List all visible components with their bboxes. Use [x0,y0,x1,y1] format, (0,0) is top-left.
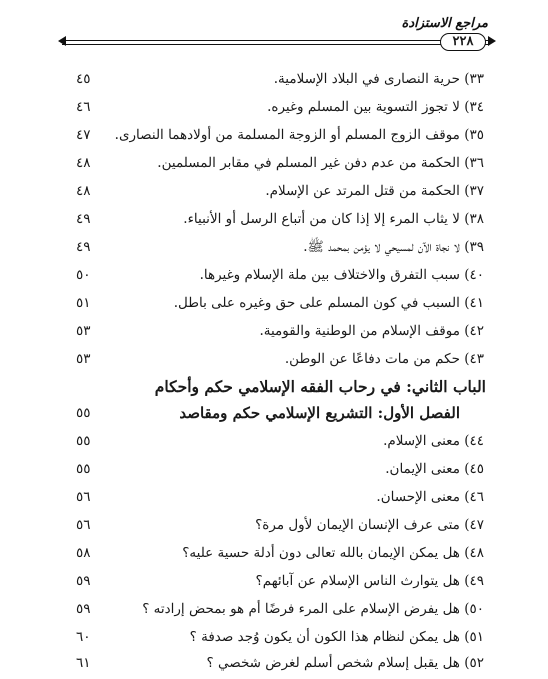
section-heading [60,375,490,401]
chapter-heading [60,401,490,427]
entry-title: ٥٠) هل يفرض الإسلام على المرء فرضًا أم هو بمحض إرادته ؟ [142,601,484,617]
toc-entry [72,651,484,677]
toc-entry [72,319,484,345]
toc-entry [72,123,484,149]
entry-page: ٥٩ [76,573,91,589]
entry-title: ٤٤) معنى الإسلام. [383,433,484,449]
entry-page: ٦١ [76,655,91,671]
entry-page: ٤٦ [76,99,91,115]
entry-page: ٤٨ [76,183,91,199]
entry-title: ٣٨) لا يثاب المرء إلا إذا كان من أتباع الرسل أو الأنبياء. [183,211,484,227]
entry-title: ٤٥) معنى الإيمان. [385,461,484,477]
entry-page: ٥٦ [76,517,91,533]
toc-entry [72,235,484,261]
entry-title: ٤٢) موقف الإسلام من الوطنية والقومية. [259,323,484,339]
entry-page: ٤٨ [76,155,91,171]
entry-page: ٥٠ [76,267,91,283]
entry-page: ٤٧ [76,127,91,143]
entry-page: ٥٥ [76,461,91,477]
entry-page: ٥٦ [76,489,91,505]
page-number: ٢٢٨ [440,33,486,51]
entry-title: ٥٢) هل يقبل إسلام شخص أسلم لغرض شخصي ؟ [206,655,484,671]
toc-entry [72,457,484,483]
entry-title: ٣٣) حرية النصارى في البلاد الإسلامية. [273,71,484,87]
toc-entry [72,625,484,651]
entry-page: ٤٥ [76,71,91,87]
chapter-heading-title: الفصل الأول: التشريع الإسلامي حكم ومقاصد [179,404,460,422]
toc-entry [72,597,484,623]
entry-title: ٤٦) معنى الإحسان. [376,489,484,505]
entry-page: ٥٥ [76,433,91,449]
toc-entry [72,151,484,177]
header-arrow-right-icon [488,36,496,46]
toc-entry [72,569,484,595]
toc-entry [72,95,484,121]
entry-title: ٣٩) لا نجاة الآن لمسيحي لا يؤمن بمحمد ﷺ. [303,239,484,255]
toc-entry [72,485,484,511]
toc-entry [72,263,484,289]
entry-title: ٤٩) هل يتوارث الناس الإسلام عن آبائهم؟ [255,573,484,589]
running-head-title: مراجع الاستزادة [401,16,488,31]
entry-title: ٣٧) الحكمة من قتل المرتد عن الإسلام. [265,183,484,199]
section-heading-title: الباب الثاني: في رحاب الفقه الإسلامي حكم وأحكام [154,377,486,396]
entry-page: ٦٠ [76,629,91,645]
entry-page: ٤٩ [76,239,91,255]
chapter-heading-page: ٥٥ [76,405,91,421]
entry-page: ٥١ [76,295,91,311]
toc-entry [72,541,484,567]
entry-page: ٥٨ [76,545,91,561]
entry-title: ٤٧) متى عرف الإنسان الإيمان لأول مرة؟ [255,517,484,533]
entry-page: ٥٩ [76,601,91,617]
toc-entry [72,207,484,233]
entry-title: ٤٣) حكم من مات دفاعًا عن الوطن. [284,351,484,367]
entry-title: ٤١) السبب في كون المسلم على حق وغيره على باطل. [173,295,484,311]
toc-entry [72,347,484,373]
toc-entry [72,429,484,455]
entry-title: ٤٨) هل يمكن الإيمان بالله تعالى دون أدلة حسية عليه؟ [182,545,484,561]
header-rule [62,40,488,41]
toc-entry [72,513,484,539]
header-rule-thin [62,44,488,45]
toc-entry [72,67,484,93]
toc-entry [72,291,484,317]
entry-title: ٥١) هل يمكن لنظام هذا الكون أن يكون وُجد صدفة ؟ [189,629,484,645]
entry-title: ٤٠) سبب التفرق والاختلاف بين ملة الإسلام وغيرها. [199,267,484,283]
entry-page: ٥٣ [76,351,91,367]
entry-page: ٥٣ [76,323,91,339]
toc-entry [72,179,484,205]
entry-title: ٣٦) الحكمة من عدم دفن غير المسلم في مقابر المسلمين. [157,155,484,171]
entry-title: ٣٤) لا تجوز التسوية بين المسلم وغيره. [267,99,484,115]
entry-page: ٤٩ [76,211,91,227]
entry-title: ٣٥) موقف الزوج المسلم أو الزوجة المسلمة من أولادهما النصارى. [114,127,484,143]
header-arrow-left-icon [58,36,66,46]
